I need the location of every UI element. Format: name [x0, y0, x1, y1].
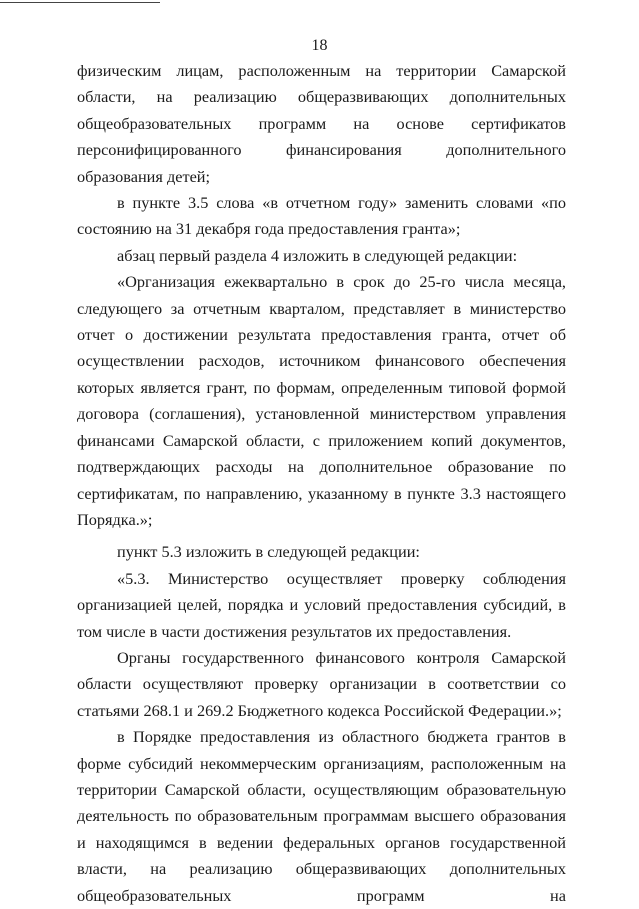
- paragraph-amend-3-5: в пункте 3.5 слова «в отчетном году» заменить словами «по состоянию на 31 декабря года предоставления гранта»;: [77, 193, 566, 239]
- paragraph-5-3-text: «5.3. Министерство осуществляет проверку соблюдения организацией целей, порядка и условий предоставления субсидий, в том числе в части достижения результатов их предоставления.: [77, 568, 566, 641]
- document-body: [77, 58, 566, 909]
- paragraph-5-3-intro: пункт 5.3 изложить в следующей редакции:: [117, 542, 420, 562]
- top-rule: [0, 2, 160, 3]
- paragraph-section-4-intro: абзац первый раздела 4 изложить в следующей редакции:: [117, 245, 518, 265]
- page-number: 18: [311, 37, 328, 54]
- paragraph-grant-procedure: в Порядке предоставления из областного бюджета грантов в форме субсидий некоммерческим организациям, расположенным на территории Самарской области, осуществляющим образовательную деятельность по образовательным программам высшего образования и находящимся в ведении федеральных органов государственной власти, на реализацию общеразвивающих дополнительных общеобразовательных программ на: [77, 727, 566, 905]
- paragraph-continuation: физическим лицам, расположенным на территории Самарской области, на реализацию общеразвивающих дополнительных общеобразовательных программ на основе сертификатов персонифицированного финансирования дополнительного образования детей;: [77, 61, 566, 186]
- paragraph-section-4-text: «Организация ежеквартально в срок до 25-го числа месяца, следующего за отчетным кварталом, представляет в министерство отчет о достижении результата предоставления гранта, отчет об осуществлении расходов, источником финансового обеспечения которых является грант, по формам, определенным типовой формой договора (соглашения), установленной министерством управления финансами Самарской области, с приложением копий документов, подтверждающих расходы на дополнительное образование по сертификатам, по направлению, указанному в пункте 3.3 настоящего Порядка.»;: [77, 272, 566, 529]
- paragraph-financial-control: Органы государственного финансового контроля Самарской области осуществляют проверку организации в соответствии со статьями 268.1 и 269.2 Бюджетного кодекса Российской Федерации.»;: [77, 647, 566, 720]
